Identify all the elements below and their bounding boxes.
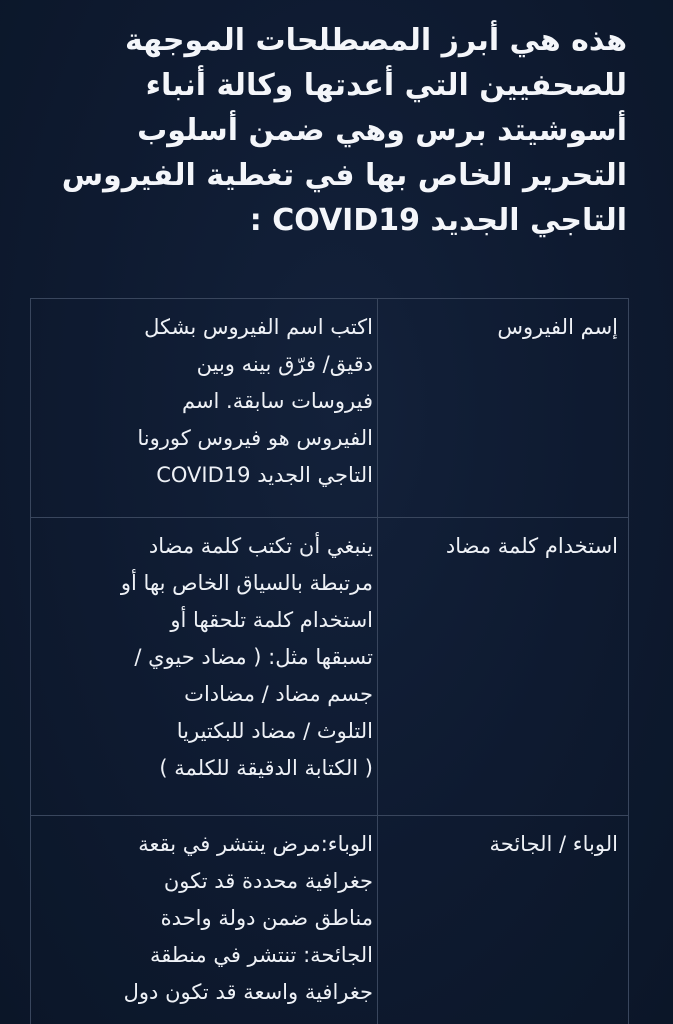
heading-line: أسوشيتد برس وهي ضمن أسلوب <box>137 113 627 148</box>
definition-line: ( الكتابة الدقيقة للكلمة ) <box>159 756 373 780</box>
definition-line: التلوث / مضاد للبكتيريا <box>176 719 373 743</box>
term-label: إسم الفيروس <box>497 315 618 339</box>
definition-line: تسبقها مثل: ( مضاد حيوي / <box>134 645 373 669</box>
definition-line: ينبغي أن تكتب كلمة مضاد <box>148 534 373 558</box>
definition-line: استخدام كلمة تلحقها أو <box>170 608 373 632</box>
table-row <box>30 299 629 518</box>
term-cell <box>377 816 629 1024</box>
term-label: الوباء / الجائحة <box>489 832 618 856</box>
table-row <box>30 518 629 816</box>
definition-line: جغرافية محددة قد تكون <box>163 869 373 893</box>
heading-line: التاجي الجديد COVID19 : <box>249 203 627 238</box>
heading-line: هذه هي أبرز المصطلحات الموجهة <box>124 23 627 58</box>
term-label: استخدام كلمة مضاد <box>445 534 618 558</box>
definition-line: الفيروس هو فيروس كورونا <box>137 426 373 450</box>
table-row <box>30 816 629 1024</box>
definition-line: التاجي الجديد COVID19 <box>156 463 373 487</box>
term-cell <box>377 518 629 815</box>
document-heading <box>27 18 627 243</box>
definition-line: جسم مضاد / مضادات <box>184 682 373 706</box>
definition-line: جغرافية واسعة قد تكون دول <box>123 980 373 1004</box>
heading-line: التحرير الخاص بها في تغطية الفيروس <box>61 158 627 193</box>
definition-line: اكتب اسم الفيروس بشكل <box>144 315 373 339</box>
definition-line: الجائحة: تنتشر في منطقة <box>149 943 373 967</box>
definition-line: فيروسات سابقة. اسم <box>181 389 373 413</box>
definition-line: مناطق ضمن دولة واحدة <box>160 906 373 930</box>
definition-cell <box>30 816 377 1024</box>
definition-line: مرتبطة بالسياق الخاص بها أو <box>120 571 373 595</box>
definition-line: دقيق/ فرّق بينه وبين <box>196 352 373 376</box>
heading-line: للصحفيين التي أعدتها وكالة أنباء <box>145 68 627 103</box>
term-cell <box>377 299 629 517</box>
terms-table <box>30 298 629 1024</box>
definition-cell <box>30 299 377 517</box>
definition-cell <box>30 518 377 815</box>
definition-line: الوباء:مرض ينتشر في بقعة <box>138 832 373 856</box>
